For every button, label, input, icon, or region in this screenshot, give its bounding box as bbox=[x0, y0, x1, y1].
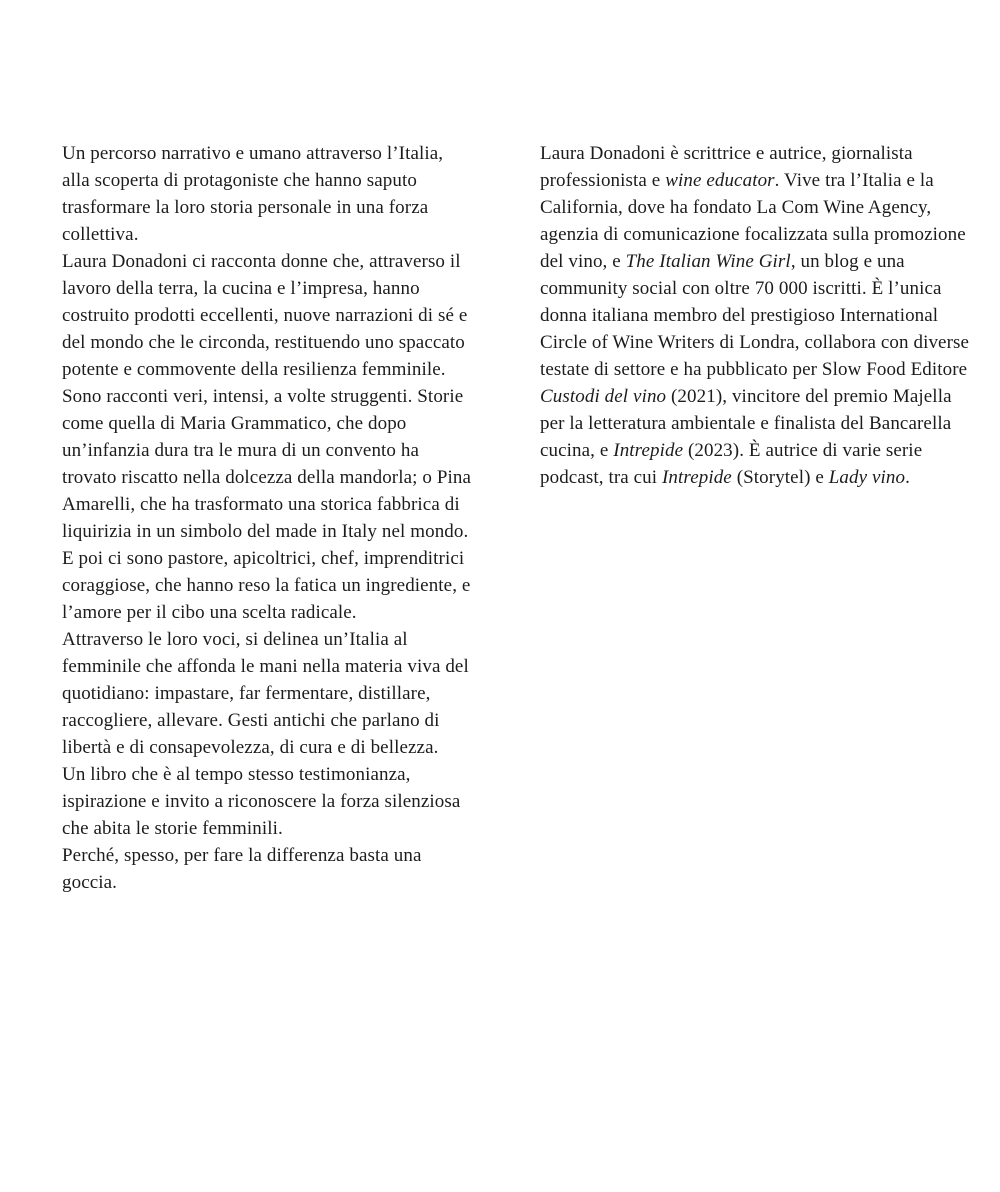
italic-text-run: Intrepide bbox=[613, 440, 684, 461]
paragraph: Perché, spesso, per fare la differenza basta una goccia. bbox=[62, 845, 422, 893]
book-description-column bbox=[62, 140, 472, 896]
author-bio-column bbox=[540, 140, 970, 491]
italic-text-run: Lady vino bbox=[828, 467, 906, 488]
italic-text-run: The Italian Wine Girl bbox=[625, 251, 791, 272]
text-run: . bbox=[905, 467, 910, 488]
paragraph: Sono racconti veri, intensi, a volte struggenti. Storie come quella di Maria Grammatico, che dopo un’infanzia dura tra le mura di un convento ha trovato riscatto nella dolcezza della mandorla; o Pina Amarelli, che ha trasformato una storica fabbrica di liquirizia in un simbolo del made in Italy nel mondo. bbox=[62, 386, 471, 542]
paragraph bbox=[540, 140, 970, 491]
italic-text-run: Custodi del vino bbox=[540, 386, 667, 407]
paragraph: Un percorso narrativo e umano attraverso l’Italia, alla scoperta di protagoniste che hanno saputo trasformare la loro storia personale in una forza collettiva. bbox=[62, 143, 444, 245]
italic-text-run: wine educator bbox=[665, 170, 775, 191]
text-run: (2021), vincitore del premio Majella per la letteratura ambientale e finalista del Bancarella cucina, e bbox=[540, 386, 952, 461]
paragraph: Un libro che è al tempo stesso testimonianza, ispirazione e invito a riconoscere la forza silenziosa che abita le storie femminili. bbox=[62, 764, 461, 839]
italic-text-run: Intrepide bbox=[662, 467, 732, 488]
text-run: Laura Donadoni è scrittrice e autrice, giornalista professionista e bbox=[540, 143, 913, 191]
text-run: (2023). È autrice di varie serie podcast, tra cui bbox=[540, 440, 923, 488]
text-run: , un blog e una community social con oltre 70 000 iscritti. È l’unica donna italiana membro del prestigioso International Circle of Wine Writers di Londra, collabora con diverse testate di settore e ha pubblicato per Slow Food Editore bbox=[540, 251, 970, 380]
paragraph: E poi ci sono pastore, apicoltrici, chef, imprenditrici coraggiose, che hanno reso la fatica un ingrediente, e l’amore per il cibo una scelta radicale. bbox=[62, 548, 471, 623]
paragraph: Attraverso le loro voci, si delinea un’Italia al femminile che affonda le mani nella materia viva del quotidiano: impastare, far fermentare, distillare, raccogliere, allevare. Gesti antichi che parlano di libertà e di consapevolezza, di cura e di bellezza. bbox=[62, 629, 469, 758]
paragraph: Laura Donadoni ci racconta donne che, attraverso il lavoro della terra, la cucina e l’impresa, hanno costruito prodotti eccellenti, nuove narrazioni di sé e del mondo che le circonda, restituendo uno spaccato potente e commovente della resilienza femminile. bbox=[62, 251, 468, 380]
text-run: . Vive tra l’Italia e la California, dove ha fondato La Com Wine Agency, agenzia di comunicazione focalizzata sulla promozione del vino, e bbox=[540, 170, 966, 272]
text-run: (Storytel) e bbox=[731, 467, 829, 488]
